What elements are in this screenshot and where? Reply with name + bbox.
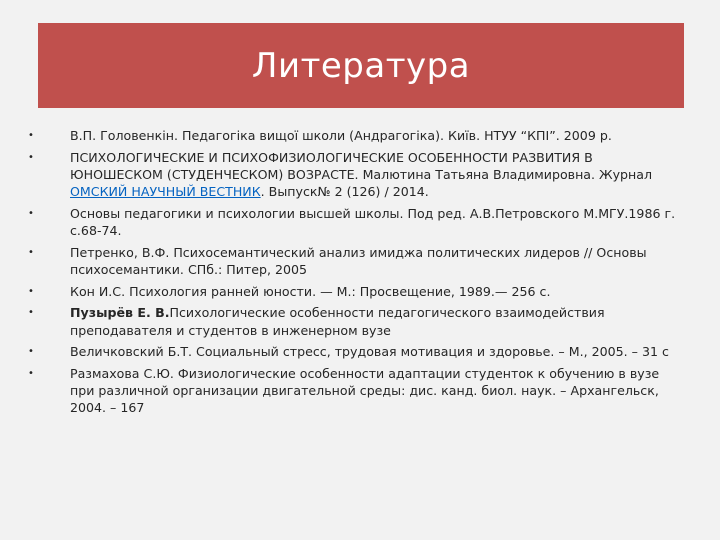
bullet-icon: • [28, 246, 34, 258]
reference-text: ПСИХОЛОГИЧЕСКИЕ И ПСИХОФИЗИОЛОГИЧЕСКИЕ ОСОБЕННОСТИ РАЗВИТИЯ В ЮНОШЕСКОМ (СТУДЕНЧЕСКОМ) ВОЗРАСТЕ. Малютина Татьяна Владимировна. Журнал [70, 149, 653, 182]
slide-title: Литература [251, 45, 471, 86]
bullet-icon: • [28, 285, 34, 297]
reference-item-3 [28, 205, 678, 239]
reference-text: Размахова С.Ю. Физиологические особенности адаптации студенток к обучению в вузе при различной организации двигательной среды: дис. канд. биол. наук. – Архангельск, 2004. – 167 [70, 365, 660, 416]
bullet-icon: • [28, 346, 34, 358]
reference-text: Кон И.С. Психология ранней юности. — М.: Просвещение, 1989.— 256 с. [70, 283, 551, 299]
bullet-icon: • [28, 151, 34, 163]
reference-item-4 [28, 244, 678, 278]
journal-link[interactable]: ОМСКИЙ НАУЧНЫЙ ВЕСТНИК [70, 184, 261, 200]
reference-text: Величковский Б.Т. Социальный стресс, трудовая мотивация и здоровье. – М., 2005. – 31 с [70, 344, 669, 360]
reference-item-2 [28, 149, 678, 201]
reference-text: Петренко, В.Ф. Психосемантический анализ имиджа политических лидеров // Основы психосемантики. СПб.: Питер, 2005 [70, 244, 647, 277]
reference-author: Пузырёв Е. В. [70, 305, 170, 321]
reference-list [28, 127, 678, 421]
bullet-icon: • [28, 307, 34, 319]
reference-item-8 [28, 365, 678, 417]
reference-text-tail: . Выпуск№ 2 (126) / 2014. [260, 184, 429, 200]
reference-text: Основы педагогики и психологии высшей школы. Под ред. А.В.Петровского М.МГУ.1986 г. с.68-74. [70, 205, 676, 239]
reference-text: В.П. Головенкін. Педагогіка вищої школи (Андрагогіка). Київ. НТУУ “КПІ”. 2009 р. [70, 128, 612, 143]
title-banner [38, 23, 684, 108]
reference-item-5 [28, 283, 678, 300]
bullet-icon: • [28, 130, 34, 141]
bullet-icon: • [28, 367, 34, 379]
reference-item-1 [28, 127, 678, 144]
reference-item-7 [28, 343, 678, 360]
bullet-icon: • [28, 207, 34, 219]
reference-text: Психологические особенности педагогического взаимодействия преподавателя и студентов в инженерном вузе [70, 305, 605, 338]
reference-item-6 [28, 304, 678, 338]
